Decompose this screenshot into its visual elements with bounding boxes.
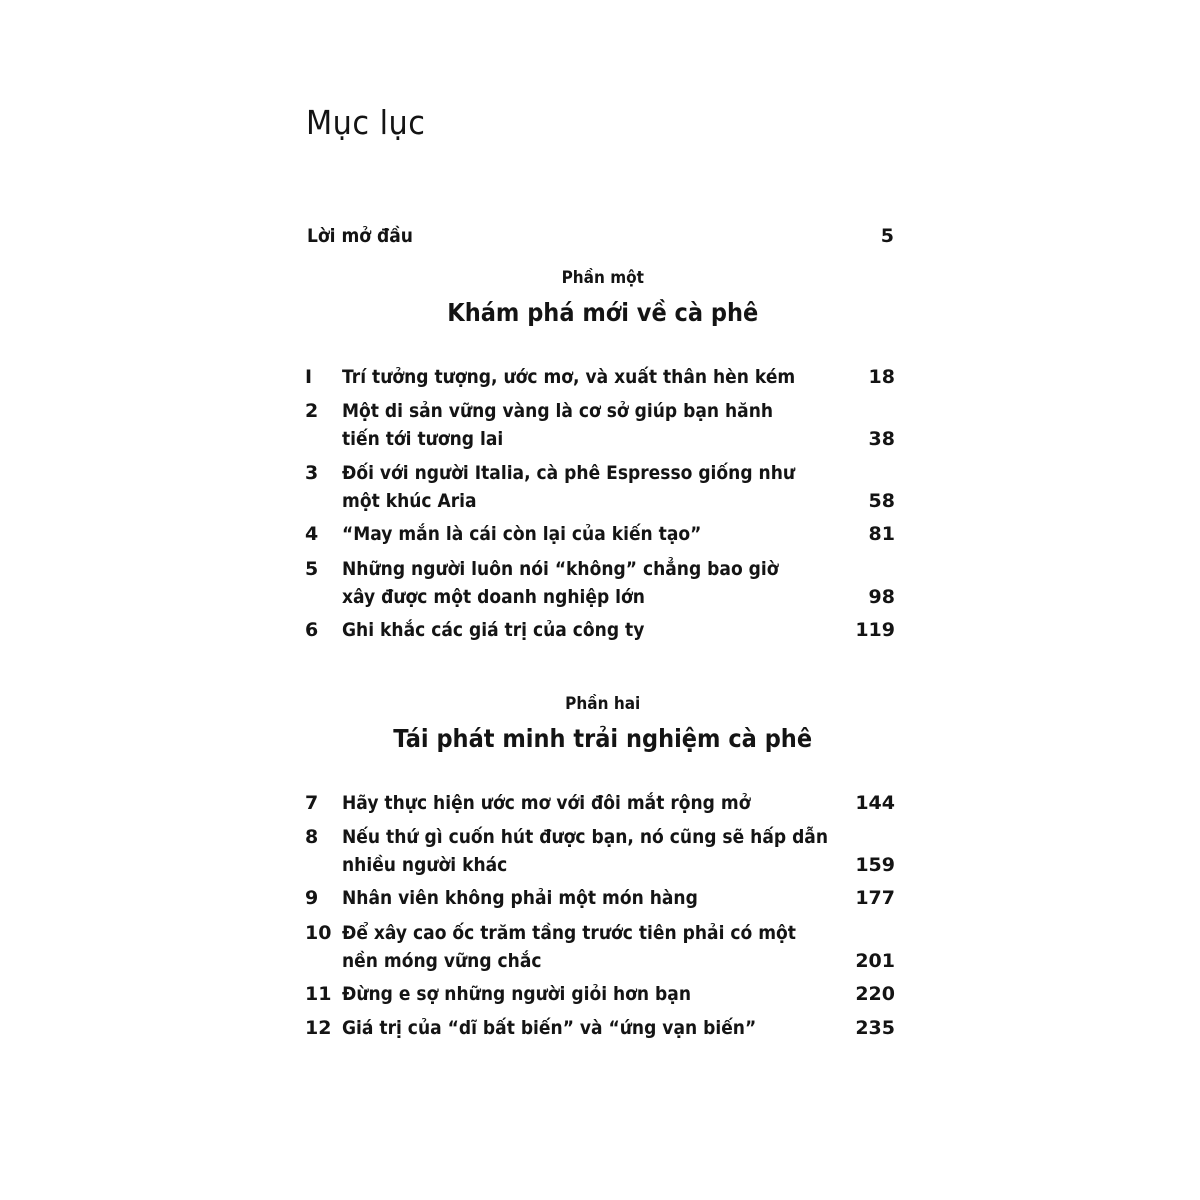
chapter-page: 177 <box>855 887 895 909</box>
chapter-title: “May mắn là cái còn lại của kiến tạo” <box>342 523 702 545</box>
toc-intro-page: 5 <box>880 225 894 247</box>
toc-entry <box>305 884 895 912</box>
chapter-number: 5 <box>305 558 319 580</box>
chapter-number: 8 <box>305 826 319 848</box>
chapter-title: Ghi khắc các giá trị của công ty <box>342 619 645 641</box>
chapter-page: 220 <box>855 983 895 1005</box>
chapter-number: I <box>305 366 313 388</box>
toc-entry <box>305 1014 895 1042</box>
chapter-title: Hãy thực hiện ước mơ với đôi mắt rộng mở <box>342 792 751 814</box>
toc-entry <box>305 919 895 975</box>
chapter-number: 4 <box>305 523 319 545</box>
chapter-title: Đừng e sợ những người giỏi hơn bạn <box>342 983 692 1005</box>
chapter-page: 235 <box>855 1017 895 1039</box>
chapter-page: 38 <box>868 428 895 450</box>
toc-entry <box>305 980 895 1008</box>
chapter-number: 6 <box>305 619 319 641</box>
toc-intro-label: Lời mở đầu <box>307 225 413 247</box>
chapter-page: 119 <box>855 619 895 641</box>
chapter-title: Đối với người Italia, cà phê Espresso giống như một khúc Aria <box>342 462 796 512</box>
toc-entry <box>305 520 895 548</box>
chapter-number: 2 <box>305 400 319 422</box>
part-two-label: Phần hai <box>565 694 641 714</box>
chapter-title: Một di sản vững vàng là cơ sở giúp bạn hănh tiến tới tương lai <box>342 400 774 450</box>
chapter-page: 18 <box>868 366 895 388</box>
toc-entry <box>305 789 895 817</box>
chapter-page: 58 <box>868 490 895 512</box>
toc-entry <box>305 459 895 515</box>
chapter-page: 81 <box>868 523 895 545</box>
chapter-page: 144 <box>855 792 895 814</box>
toc-entry <box>305 823 895 879</box>
part-two-title: Tái phát minh trải nghiệm cà phê <box>393 724 813 753</box>
part-one-title: Khám phá mới về cà phê <box>447 298 759 327</box>
toc-entry <box>305 555 895 611</box>
chapter-title: Những người luôn nói “không” chẳng bao giờ xây được một doanh nghiệp lớn <box>342 558 779 608</box>
chapter-page: 98 <box>868 586 895 608</box>
chapter-title: Nếu thứ gì cuốn hút được bạn, nó cũng sẽ hấp dẫn nhiều người khác <box>342 826 829 876</box>
chapter-title: Để xây cao ốc trăm tầng trước tiên phải có một nền móng vững chắc <box>342 922 796 972</box>
chapter-number: 9 <box>305 887 319 909</box>
chapter-number: 3 <box>305 462 319 484</box>
chapter-title: Giá trị của “dĩ bất biến” và “ứng vạn biến” <box>342 1017 757 1039</box>
chapter-number: 11 <box>305 983 332 1005</box>
toc-entry <box>305 616 895 644</box>
part-one-label: Phần một <box>561 268 645 288</box>
chapter-title: Nhân viên không phải một món hàng <box>342 887 698 909</box>
toc-intro-entry <box>307 225 894 253</box>
chapter-page: 201 <box>855 950 895 972</box>
chapter-number: 12 <box>305 1017 332 1039</box>
chapter-page: 159 <box>855 854 895 876</box>
toc-entry <box>305 363 895 391</box>
chapter-number: 10 <box>305 922 332 944</box>
page-title: Mục lục <box>306 103 426 142</box>
chapter-title: Trí tưởng tượng, ước mơ, và xuất thân hèn kém <box>342 366 796 388</box>
toc-entry <box>305 397 895 453</box>
chapter-number: 7 <box>305 792 319 814</box>
